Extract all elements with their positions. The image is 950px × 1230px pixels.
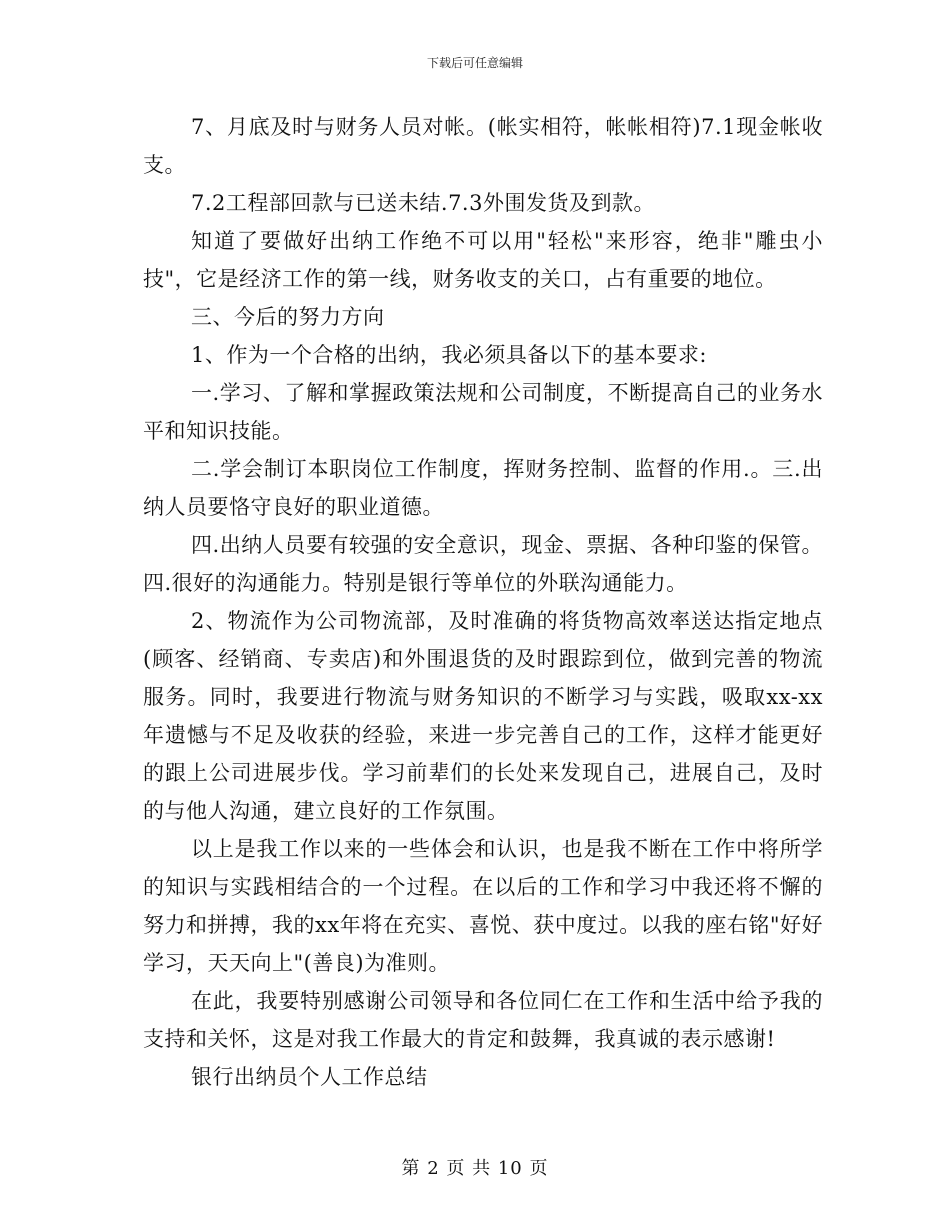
paragraph-12: 银行出纳员个人工作总结 bbox=[191, 1065, 428, 1089]
section-heading: 三、今后的努力方向 bbox=[191, 305, 385, 329]
document-body bbox=[143, 108, 823, 1096]
page-number-footer: 第 2 页 共 10 页 bbox=[401, 1158, 549, 1179]
paragraph-8: 四.出纳人员要有较强的安全意识，现金、票据、各种印鉴的保管。四.很好的沟通能力。特别是银行等单位的外联沟通能力。 bbox=[143, 533, 823, 595]
paragraph-3: 知道了要做好出纳工作绝不可以用"轻松"来形容，绝非"雕虫小技"，它是经济工作的第一线，财务收支的关口，占有重要的地位。 bbox=[143, 229, 823, 291]
paragraph-7: 二.学会制订本职岗位工作制度，挥财务控制、监督的作用.。三.出纳人员要恪守良好的职业道德。 bbox=[143, 457, 823, 519]
paragraph-11: 在此，我要特别感谢公司领导和各位同仁在工作和生活中给予我的支持和关怀，这是对我工作最大的肯定和鼓舞，我真诚的表示感谢! bbox=[143, 989, 823, 1051]
page-header: 下载后可任意编辑 bbox=[426, 56, 523, 70]
paragraph-10: 以上是我工作以来的一些体会和认识，也是我不断在工作中将所学的知识与实践相结合的一个过程。在以后的工作和学习中我还将不懈的努力和拼搏，我的xx年将在充实、喜悦、获中度过。以我的座右铭"好好学习，天天向上"(善良)为准则。 bbox=[143, 837, 823, 975]
paragraph-1: 7、月底及时与财务人员对帐。(帐实相符，帐帐相符)7.1现金帐收支。 bbox=[143, 115, 823, 177]
paragraph-6: 一.学习、了解和掌握政策法规和公司制度，不断提高自己的业务水平和知识技能。 bbox=[143, 381, 823, 443]
paragraph-9: 2、物流作为公司物流部，及时准确的将货物高效率送达指定地点(顾客、经销商、专卖店)和外围退货的及时跟踪到位，做到完善的物流服务。同时，我要进行物流与财务知识的不断学习与实践，吸取xx-xx年遗憾与不足及收获的经验，来进一步完善自己的工作，这样才能更好的跟上公司进展步伐。学习前辈们的长处来发现自己，进展自己，及时的与他人沟通，建立良好的工作氛围。 bbox=[143, 609, 823, 823]
paragraph-2: 7.2工程部回款与已送未结.7.3外围发货及到款。 bbox=[191, 191, 655, 215]
paragraph-5: 1、作为一个合格的出纳，我必须具备以下的基本要求: bbox=[191, 343, 707, 367]
